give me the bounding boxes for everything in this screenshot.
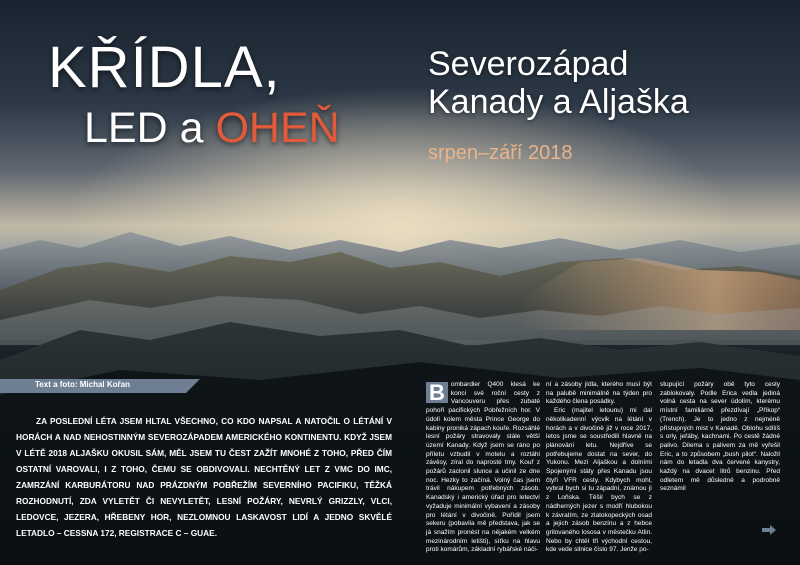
headline-line-2 bbox=[84, 104, 340, 153]
article-column-3 bbox=[660, 381, 780, 494]
subtitle-dates: srpen–září 2018 bbox=[428, 142, 573, 164]
drop-cap: B bbox=[426, 382, 448, 403]
subtitle-line-1: Severozápad bbox=[428, 45, 629, 83]
headline-line-1: KŘÍDLA, bbox=[48, 35, 281, 100]
continue-arrow-icon bbox=[762, 525, 776, 535]
subtitle bbox=[428, 45, 689, 121]
headline-ohen: OHEŇ bbox=[215, 104, 340, 152]
subtitle-line-2: Kanady a Aljaška bbox=[428, 83, 689, 121]
article-column-2 bbox=[546, 381, 652, 555]
column-1-text: ombardier Q400 klesá ke konci své roční cesty z Vancouveru přes zubaté pohoří pacifických Pobřežních hor. V údolí kolem města Prince George do kabiny proniká zápach kouře. Rozsáhlé lesní požáry stravovaly stále větší území Kanady. Když jsem se ráno po příletu vzbudil v motelu a roztáhl závěsy, zíral do naprosté tmy. Kouř z požárů zaclonil slunce a učinil ze dne noc. Hezky to začíná. Volný čas jsem trávil nákupem potřebných zásob. Kanadský i americký úřad pro letectví vyžaduje minimální vybavení a zásoby pro létání v divočině. Pořídil jsem sekeru (pobavila mě představa, jak se já snažím pronést na nějakém velkém mezinárodním letišti), síťku na hlavu proti komárům, základní rybářské náči- bbox=[426, 381, 540, 554]
article-column-1 bbox=[426, 381, 540, 555]
column-2-text-a: ní a zásoby jídla, kterého musí být na palubě minimálně na týden pro každého člena posádky. bbox=[546, 381, 652, 406]
author-credit: Text a foto: Michal Kořan bbox=[35, 380, 130, 389]
column-3-text: stupující požáry obě tyto cesty zablokovaly. Podle Erica vedla jediná volná cesta na sever údolím, kterému místní familiárně přezdívají „Příkop“ (Trench). Je to jedno z nejméně přístupných míst v Kanadě. Oblohu sdílíš s orly, jeřáby, kachnami. Po cestě žádné palivo. Dilema s palivem za mě vyřešil Eric, a to způsobem „bush pilot“. Naložil nám do letadla dva červené kanystry, každý na dvacet litrů benzinu. Před odletem mě důsledně a podrobně seznámil bbox=[660, 381, 780, 493]
headline-led: LED a bbox=[84, 104, 216, 152]
intro-paragraph: ZA POSLEDNÍ LÉTA JSEM HLTAL VŠECHNO, CO KDO NAPSAL A NATOČIL O LÉTÁNÍ V HORÁCH A NAD NEHOSTINNÝM SEVEROZÁPADEM AMERICKÉHO KONTINENTU. KDYŽ JSEM V LÉTĚ 2018 ALJAŠKU OKUSIL SÁM, MĚL JSEM TU ČEST ZAŽÍT MNOHÉ Z TOHO, PŘED ČÍM OSTATNÍ VAROVALI, I Z TOHO, ČEMU SE OBDIVOVALI. NECHTĚNÝ LET Z VMC DO IMC, ZAMRZÁNÍ KARBURÁTORU NAD PRÁZDNÝM POBŘEŽÍM SEVERNÍHO PACIFIKU, TĚŽKÁ ROZHODNUTÍ, ZDA VYLETĚT ČI NEVYLETĚT, LESNÍ POŽÁRY, NEVRLÝ GRIZZLY, VLCI, LEDOVCE, JEZERA, HŘEBENY HOR, NEZLOMNOU LASKAVOST LIDÍ A JEDNO SKVĚLÉ LETADLO – CESSNA 172, REGISTRACE C – GUAE. bbox=[16, 416, 392, 538]
column-2-text-b: Eric (majitel letounu) mi dal několikadenní výcvik na létání v horách a v divočině již v roce 2017, letos jsme se soustředili hlavně na plánování letu. Nejdříve se potřebujeme dostat na sever, do Yukonu. Mezi Aljaškou a dolními Spojenými státy přes Kanadu jsou čtyři VFR cesty. Kdybych mohl, vybral bych si tu západní, známou jí z Loňska. Těšil bych se z nádherných jezer s modří hlubokou k závratím, ze zlatokopeckých osad a jejich zásob benzínu a z hebce grilovaného lososa v městečku Atlin. Nebo by chtěl tři východní cestou, kde vede silnice číslo 97. Jenže po- bbox=[546, 407, 652, 554]
